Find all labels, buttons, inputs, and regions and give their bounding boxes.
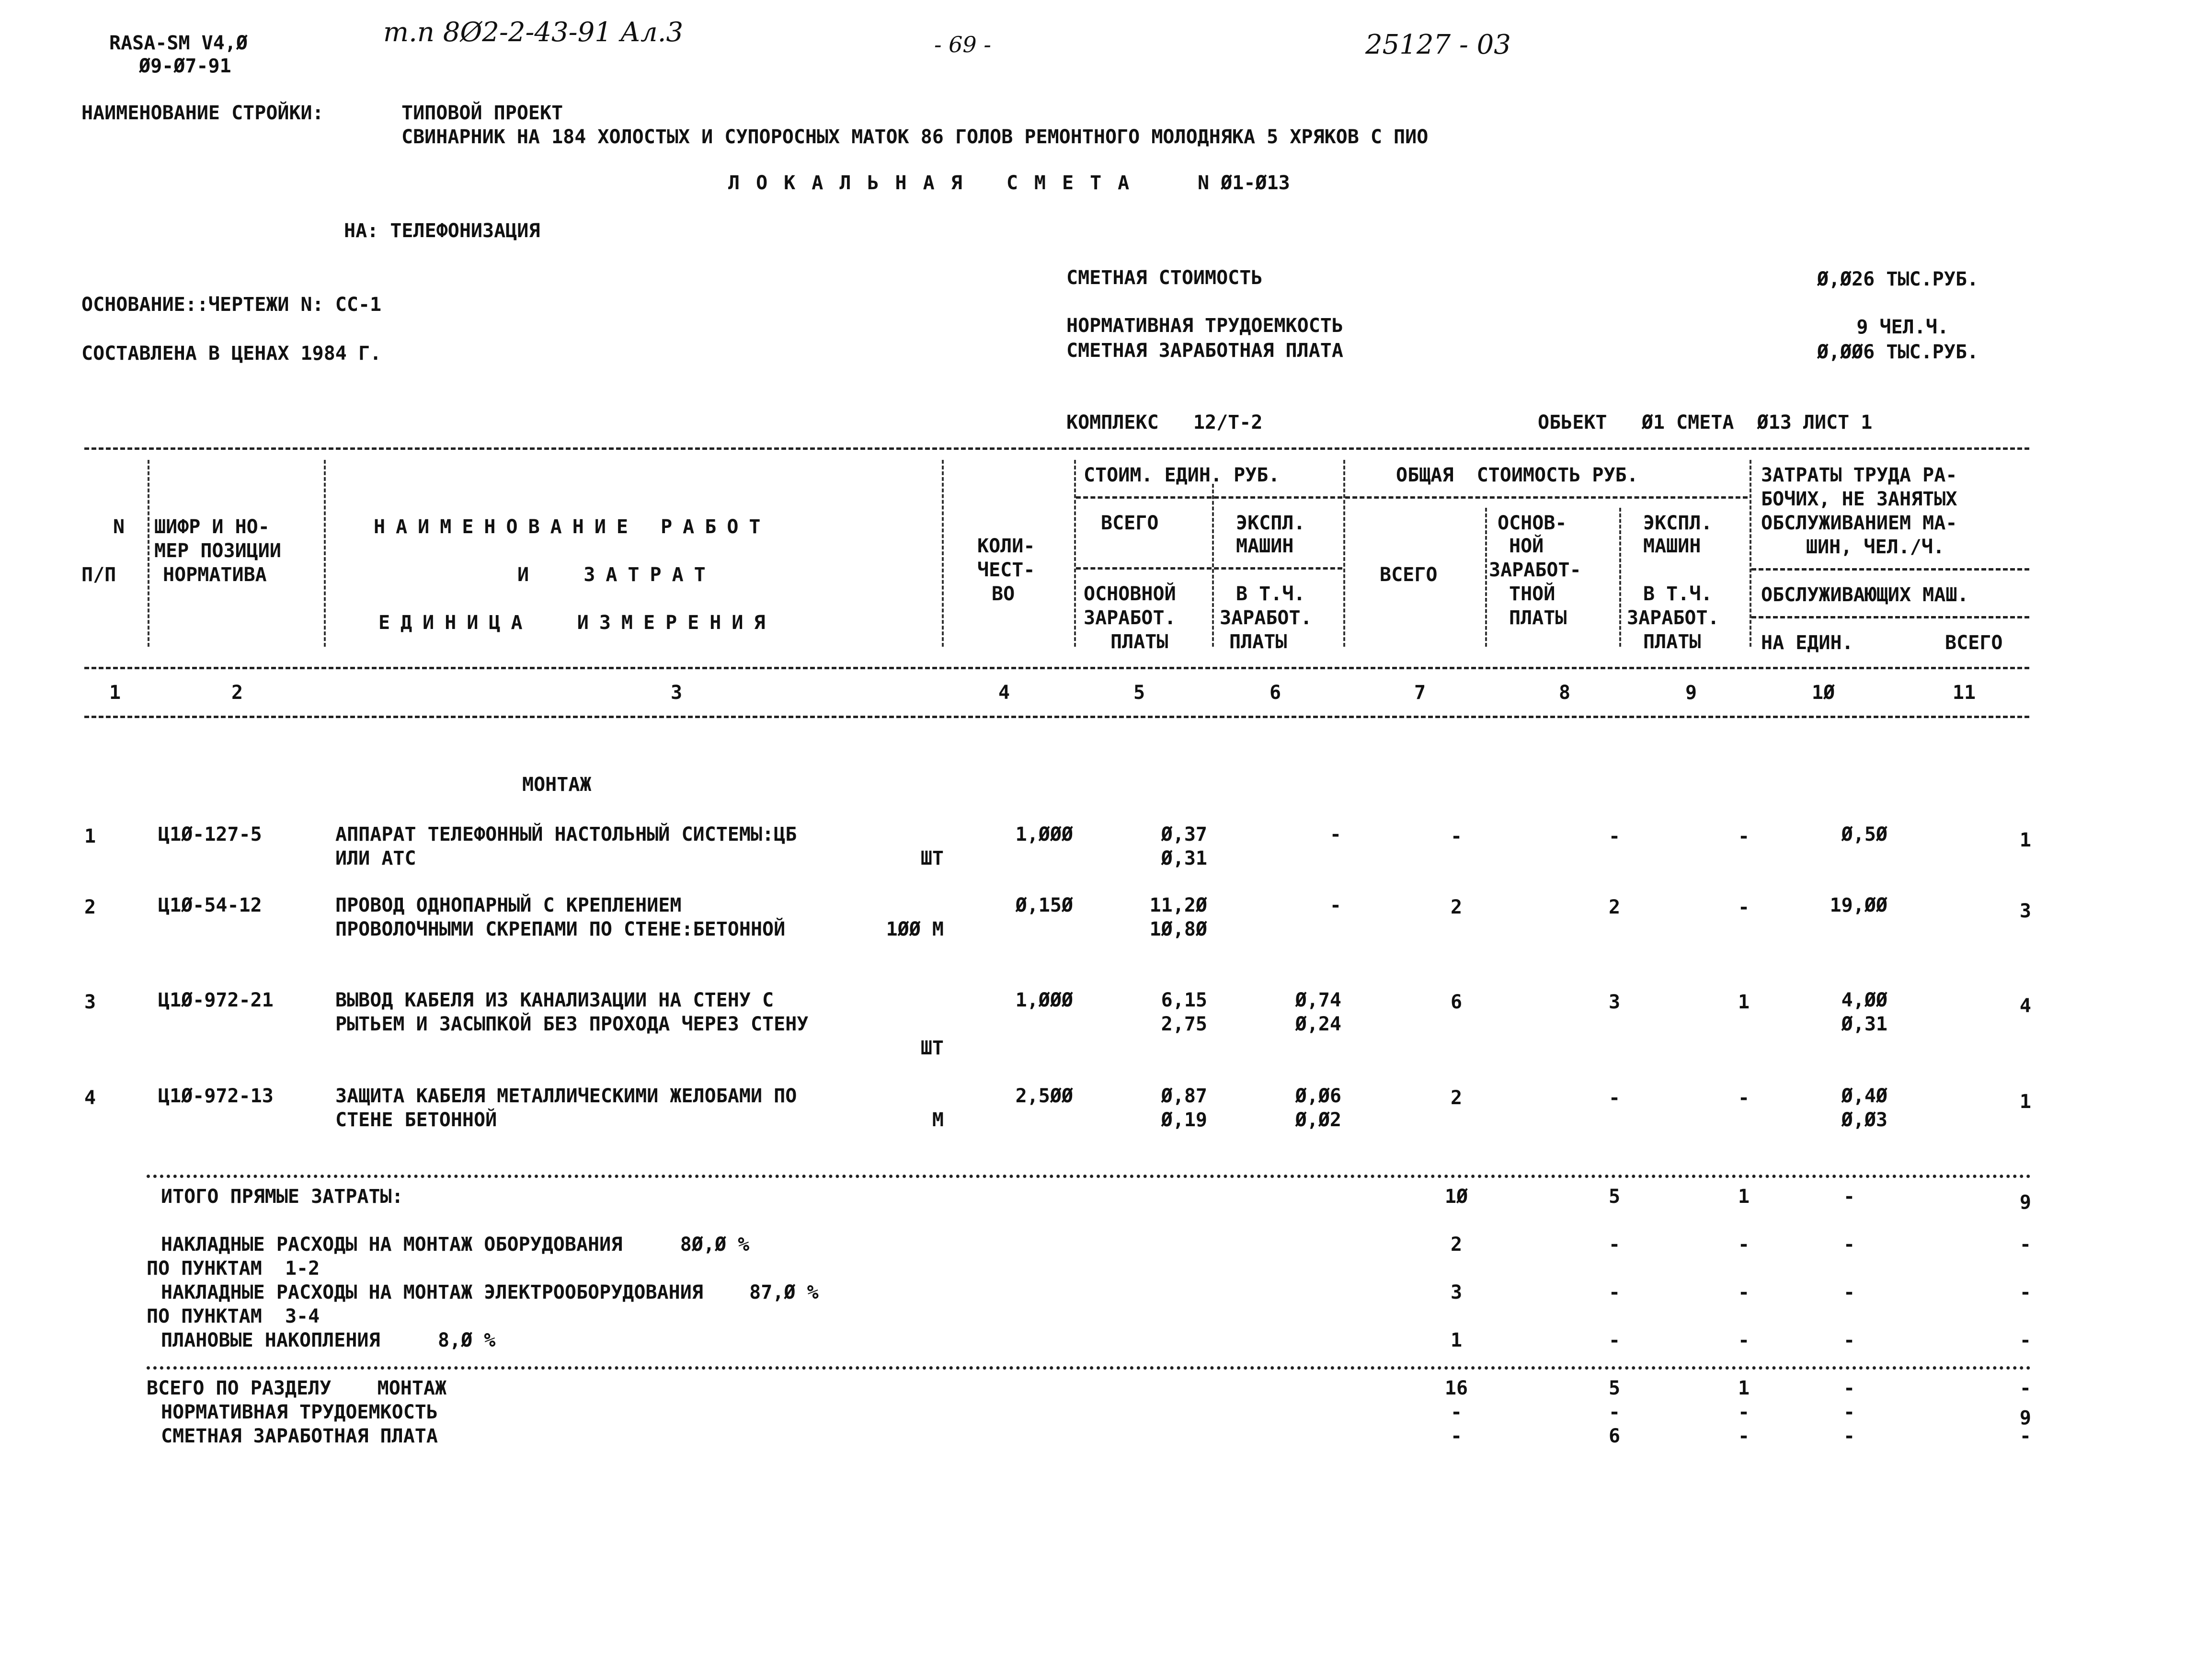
program-version: RASA-SM V4,Ø bbox=[109, 32, 248, 54]
totals-labor-unit: - bbox=[1843, 1377, 1855, 1399]
total-wage: - bbox=[1608, 1087, 1621, 1109]
norm-code: Ц1Ø-127-5 bbox=[158, 823, 262, 846]
totals-labor-unit: - bbox=[1843, 1329, 1855, 1351]
totals-labor-total: - bbox=[2019, 1281, 2031, 1303]
quantity: 2,5ØØ bbox=[1015, 1085, 1073, 1107]
totals-wage: - bbox=[1608, 1329, 1621, 1351]
h-col10: НА ЕДИН. bbox=[1761, 632, 1853, 654]
norm-code: Ц1Ø-972-13 bbox=[158, 1085, 274, 1107]
totals-dotted-rule-1 bbox=[147, 1175, 2031, 1178]
totals-machines: - bbox=[1738, 1281, 1750, 1303]
h-col3-b: И ЗАТРАТ bbox=[517, 564, 716, 586]
column-number-1: 1 bbox=[109, 682, 121, 704]
unit-cost-wage: 2,75 bbox=[1161, 1013, 1207, 1035]
totals-label: НАКЛАДНЫЕ РАСХОДЫ НА МОНТАЖ ЭЛЕКТРООБОРУДОВАНИЯ 87,Ø % bbox=[161, 1281, 819, 1303]
h-col7: ВСЕГО bbox=[1380, 564, 1438, 586]
totals-cost: 2 bbox=[1450, 1234, 1463, 1256]
totals-wage: 6 bbox=[1608, 1425, 1621, 1447]
h-labor-rule-1 bbox=[1751, 568, 2029, 571]
totals-label: ИТОГО ПРЯМЫЕ ЗАТРАТЫ: bbox=[161, 1186, 403, 1208]
row-number: 2 bbox=[84, 896, 96, 918]
norm-code: Ц1Ø-972-21 bbox=[158, 989, 274, 1011]
h-col8-c: ЗАРАБОТ- bbox=[1489, 559, 1581, 581]
header-bottom-rule bbox=[84, 716, 2029, 718]
price-level: СОСТАВЛЕНА В ЦЕНАХ 1984 Г. bbox=[81, 343, 382, 365]
h-unit-cost-rule bbox=[1076, 496, 1342, 499]
total-machines: - bbox=[1738, 1087, 1750, 1109]
unit-cost-machines-wage: Ø,Ø2 bbox=[1295, 1109, 1341, 1131]
labor-per-unit-machines: Ø,31 bbox=[1841, 1013, 1887, 1035]
norm-code: Ц1Ø-54-12 bbox=[158, 894, 262, 916]
totals-wage: - bbox=[1608, 1401, 1621, 1423]
row-number: 1 bbox=[84, 825, 96, 847]
h-labor-d: ШИН, ЧЕЛ./Ч. bbox=[1806, 536, 1944, 558]
labor-total: 1 bbox=[2019, 829, 2031, 851]
unit-of-measure: М bbox=[932, 1109, 944, 1131]
unit-cost-machines: - bbox=[1329, 823, 1341, 846]
totals-labor-total: - bbox=[2019, 1329, 2031, 1351]
header-top-rule bbox=[84, 447, 2029, 450]
h-col8-b: НОЙ bbox=[1509, 535, 1544, 557]
labor-per-unit: Ø,4Ø bbox=[1841, 1085, 1887, 1107]
column-number-4: 4 bbox=[998, 682, 1010, 704]
h-col2-c: НОРМАТИВА bbox=[163, 564, 267, 586]
unit-cost-total: Ø,87 bbox=[1161, 1085, 1207, 1107]
work-name-line2: ПРОВОЛОЧНЫМИ СКРЕПАМИ ПО СТЕНЕ:БЕТОННОЙ bbox=[335, 918, 786, 940]
labor-per-unit-machines: Ø,Ø3 bbox=[1841, 1109, 1887, 1131]
header-mid-rule bbox=[84, 667, 2029, 669]
quantity: Ø,15Ø bbox=[1015, 894, 1073, 916]
totals-labor-unit: - bbox=[1843, 1425, 1855, 1447]
handwritten-code: 25127 - 03 bbox=[1365, 29, 1511, 60]
h-col1-a: N bbox=[113, 516, 125, 538]
column-number-3: 3 bbox=[670, 682, 683, 704]
totals-label: НОРМАТИВНАЯ ТРУДОЕМКОСТЬ bbox=[161, 1401, 438, 1423]
work-name-line1: ПРОВОД ОДНОПАРНЫЙ С КРЕПЛЕНИЕМ bbox=[335, 894, 682, 916]
unit-cost-machines: Ø,Ø6 bbox=[1295, 1085, 1341, 1107]
cost-label: СМЕТНАЯ СТОИМОСТЬ bbox=[1066, 267, 1263, 289]
total-cost: 2 bbox=[1450, 1087, 1463, 1109]
col-divider-3 bbox=[942, 460, 944, 647]
h-col9-d: ЗАРАБОТ. bbox=[1627, 607, 1719, 629]
estimate-number: N Ø1-Ø13 bbox=[1198, 172, 1290, 194]
totals-wage: 5 bbox=[1608, 1377, 1621, 1399]
totals-label: НАКЛАДНЫЕ РАСХОДЫ НА МОНТАЖ ОБОРУДОВАНИЯ 8Ø,Ø % bbox=[161, 1234, 750, 1256]
unit-of-measure: ШТ bbox=[920, 847, 944, 869]
complex-code: КОМПЛЕКС 12/Т-2 bbox=[1066, 411, 1263, 434]
totals-machines: - bbox=[1738, 1425, 1750, 1447]
total-machines: - bbox=[1738, 896, 1750, 918]
totals-labor-total: 9 bbox=[2019, 1407, 2031, 1429]
h-col4-a: КОЛИ- bbox=[977, 535, 1035, 557]
totals-cost: 1Ø bbox=[1444, 1186, 1468, 1208]
h-col11: ВСЕГО bbox=[1945, 632, 2003, 654]
totals-labor-total: - bbox=[2019, 1377, 2031, 1399]
total-wage: 2 bbox=[1608, 896, 1621, 918]
h-col6-a: ЭКСПЛ. bbox=[1236, 512, 1305, 534]
h-labor-b: БОЧИХ, НЕ ЗАНЯТЫХ bbox=[1761, 488, 1957, 510]
labor-per-unit: 19,ØØ bbox=[1830, 894, 1887, 916]
h-col3-a: НАИМЕНОВАНИЕ РАБОТ bbox=[374, 516, 771, 538]
totals-machines: - bbox=[1738, 1329, 1750, 1351]
unit-cost-wage: Ø,31 bbox=[1161, 847, 1207, 869]
totals-sublabel: ПО ПУНКТАМ 3-4 bbox=[147, 1305, 320, 1327]
h-col8-a: ОСНОВ- bbox=[1498, 512, 1567, 534]
row-number: 4 bbox=[84, 1087, 96, 1109]
h-unit-sub-rule bbox=[1076, 567, 1342, 570]
totals-label: ВСЕГО ПО РАЗДЕЛУ МОНТАЖ bbox=[147, 1377, 447, 1399]
page-number: - 69 - bbox=[934, 32, 991, 57]
totals-sublabel: ПО ПУНКТАМ 1-2 bbox=[147, 1257, 320, 1280]
unit-cost-total: 6,15 bbox=[1161, 989, 1207, 1011]
work-name-line1: АППАРАТ ТЕЛЕФОННЫЙ НАСТОЛЬНЫЙ СИСТЕМЫ:ЦБ bbox=[335, 823, 797, 846]
labor-total: 3 bbox=[2019, 900, 2031, 922]
h-col5-d: ПЛАТЫ bbox=[1110, 631, 1168, 653]
col-divider-9 bbox=[1750, 460, 1751, 647]
totals-cost: - bbox=[1450, 1425, 1463, 1447]
h-col6-e: ПЛАТЫ bbox=[1229, 631, 1287, 653]
column-number-6: 6 bbox=[1269, 682, 1281, 704]
totals-cost: 1 bbox=[1450, 1329, 1463, 1351]
totals-labor-total: 9 bbox=[2019, 1191, 2031, 1213]
totals-cost: 16 bbox=[1444, 1377, 1468, 1399]
unit-cost-total: Ø,37 bbox=[1161, 823, 1207, 846]
cost-value: Ø,Ø26 ТЫС.РУБ. bbox=[1817, 268, 1979, 290]
col-divider-7 bbox=[1485, 508, 1487, 647]
h-labor-e: ОБСЛУЖИВАЮЩИХ МАШ. bbox=[1761, 584, 1969, 606]
section-title: МОНТАЖ bbox=[522, 774, 592, 796]
totals-label: ПЛАНОВЫЕ НАКОПЛЕНИЯ 8,Ø % bbox=[161, 1329, 496, 1351]
col-divider-6 bbox=[1343, 460, 1345, 647]
work-name-line1: ВЫВОД КАБЕЛЯ ИЗ КАНАЛИЗАЦИИ НА СТЕНУ С bbox=[335, 989, 774, 1011]
h-col9-b: МАШИН bbox=[1643, 535, 1701, 557]
totals-labor-unit: - bbox=[1843, 1281, 1855, 1303]
unit-cost-wage: Ø,19 bbox=[1161, 1109, 1207, 1131]
unit-cost-machines-wage: Ø,24 bbox=[1295, 1013, 1341, 1035]
totals-labor-unit: - bbox=[1843, 1234, 1855, 1256]
column-number-11: 11 bbox=[1952, 682, 1976, 704]
col-divider-4 bbox=[1074, 460, 1076, 647]
object-sheet: ОБЬЕКТ Ø1 СМЕТА Ø13 ЛИСТ 1 bbox=[1538, 411, 1873, 434]
unit-cost-machines: Ø,74 bbox=[1295, 989, 1341, 1011]
total-wage: 3 bbox=[1608, 991, 1621, 1013]
h-col2-b: МЕР ПОЗИЦИИ bbox=[154, 540, 281, 562]
unit-cost-total: 11,2Ø bbox=[1149, 894, 1207, 916]
col-divider-1 bbox=[148, 460, 149, 647]
totals-machines: 1 bbox=[1738, 1186, 1750, 1208]
h-col3-c: ЕДИНИЦА ИЗМЕРЕНИЯ bbox=[378, 612, 776, 634]
col-divider-5 bbox=[1212, 484, 1214, 647]
h-col6-b: МАШИН bbox=[1236, 535, 1294, 557]
h-col8-d: ТНОЙ bbox=[1509, 583, 1556, 605]
h-col4-b: ЧЕСТ- bbox=[977, 559, 1035, 581]
column-number-10: 1Ø bbox=[1811, 682, 1835, 704]
totals-cost: - bbox=[1450, 1401, 1463, 1423]
h-unit-cost: СТОИМ. ЕДИН. РУБ. bbox=[1084, 464, 1280, 486]
work-name-line2: РЫТЬЕМ И ЗАСЫПКОЙ БЕЗ ПРОХОДА ЧЕРЕЗ СТЕНУ bbox=[335, 1013, 809, 1035]
column-number-7: 7 bbox=[1414, 682, 1426, 704]
h-col9-c: В Т.Ч. bbox=[1643, 583, 1713, 605]
row-number: 3 bbox=[84, 991, 96, 1013]
totals-labor-unit: - bbox=[1843, 1401, 1855, 1423]
total-cost: 2 bbox=[1450, 896, 1463, 918]
h-col1-b: П/П bbox=[81, 564, 116, 586]
totals-machines: - bbox=[1738, 1401, 1750, 1423]
labor-label: НОРМАТИВНАЯ ТРУДОЕМКОСТЬ bbox=[1066, 315, 1343, 337]
project-description: СВИНАРНИК НА 184 ХОЛОСТЫХ И СУПОРОСНЫХ МАТОК 86 ГОЛОВ РЕМОНТНОГО МОЛОДНЯКА 5 ХРЯКОВ С ПИО bbox=[401, 126, 1429, 148]
labor-total: 1 bbox=[2019, 1091, 2031, 1113]
h-labor-rule-2 bbox=[1751, 616, 2029, 618]
h-labor-c: ОБСЛУЖИВАНИЕМ МА- bbox=[1761, 512, 1957, 534]
totals-label: СМЕТНАЯ ЗАРАБОТНАЯ ПЛАТА bbox=[161, 1425, 438, 1447]
quantity: 1,ØØØ bbox=[1015, 989, 1073, 1011]
work-name-line2: СТЕНЕ БЕТОННОЙ bbox=[335, 1109, 497, 1131]
h-col6-d: ЗАРАБОТ. bbox=[1220, 607, 1312, 629]
h-labor-a: ЗАТРАТЫ ТРУДА РА- bbox=[1761, 464, 1957, 486]
totals-wage: 5 bbox=[1608, 1186, 1621, 1208]
col-divider-8 bbox=[1619, 508, 1621, 647]
total-cost: - bbox=[1450, 825, 1463, 847]
totals-labor-total: - bbox=[2019, 1425, 2031, 1447]
handwritten-doc-ref: т.п 8Ø2-2-43-91 Ал.3 bbox=[383, 17, 684, 48]
labor-total: 4 bbox=[2019, 995, 2031, 1017]
project-label: НАИМЕНОВАНИЕ СТРОЙКИ: bbox=[81, 102, 324, 124]
h-col5-a: ВСЕГО bbox=[1101, 512, 1159, 534]
totals-machines: 1 bbox=[1738, 1377, 1750, 1399]
column-number-9: 9 bbox=[1685, 682, 1697, 704]
unit-of-measure: ШТ bbox=[920, 1037, 944, 1059]
unit-cost-wage: 1Ø,8Ø bbox=[1149, 918, 1207, 940]
quantity: 1,ØØØ bbox=[1015, 823, 1073, 846]
project-name: ТИПОВОЙ ПРОЕКТ bbox=[401, 102, 563, 124]
h-col5-b: ОСНОВНОЙ bbox=[1084, 583, 1176, 605]
labor-per-unit: 4,ØØ bbox=[1841, 989, 1887, 1011]
column-number-8: 8 bbox=[1558, 682, 1571, 704]
h-col4-c: ВО bbox=[992, 583, 1015, 605]
totals-labor-unit: - bbox=[1843, 1186, 1855, 1208]
print-date: Ø9-Ø7-91 bbox=[139, 55, 231, 77]
totals-wage: - bbox=[1608, 1234, 1621, 1256]
col-divider-2 bbox=[324, 460, 326, 647]
h-col2-a: ШИФР И НО- bbox=[154, 516, 270, 538]
work-name-line1: ЗАЩИТА КАБЕЛЯ МЕТАЛЛИЧЕСКИМИ ЖЕЛОБАМИ ПО bbox=[335, 1085, 797, 1107]
unit-cost-machines: - bbox=[1329, 894, 1341, 916]
labor-value: 9 ЧЕЛ.Ч. bbox=[1856, 316, 1949, 338]
h-col9-a: ЭКСПЛ. bbox=[1643, 512, 1713, 534]
work-name-line2: ИЛИ АТС bbox=[335, 847, 416, 869]
total-cost: 6 bbox=[1450, 991, 1463, 1013]
totals-dotted-rule-2 bbox=[147, 1366, 2031, 1370]
totals-wage: - bbox=[1608, 1281, 1621, 1303]
column-number-5: 5 bbox=[1133, 682, 1145, 704]
basis: ОСНОВАНИЕ::ЧЕРТЕЖИ N: СС-1 bbox=[81, 294, 382, 316]
total-machines: - bbox=[1738, 825, 1750, 847]
h-col8-e: ПЛАТЫ bbox=[1509, 607, 1567, 629]
column-number-2: 2 bbox=[231, 682, 243, 704]
wage-label: СМЕТНАЯ ЗАРАБОТНАЯ ПЛАТА bbox=[1066, 340, 1343, 362]
estimate-title: ЛОКАЛЬНАЯ СМЕТА bbox=[728, 172, 1146, 194]
totals-cost: 3 bbox=[1450, 1281, 1463, 1303]
h-total-cost-rule bbox=[1345, 496, 1748, 499]
unit-of-measure: 1ØØ М bbox=[886, 918, 944, 940]
labor-per-unit: Ø,5Ø bbox=[1841, 823, 1887, 846]
h-total-cost: ОБЩАЯ СТОИМОСТЬ РУБ. bbox=[1396, 464, 1638, 486]
total-wage: - bbox=[1608, 825, 1621, 847]
h-col6-c: В Т.Ч. bbox=[1236, 583, 1305, 605]
estimate-for: НА: ТЕЛЕФОНИЗАЦИЯ bbox=[344, 220, 540, 242]
h-col9-e: ПЛАТЫ bbox=[1643, 631, 1701, 653]
wage-value: Ø,ØØ6 ТЫС.РУБ. bbox=[1817, 341, 1979, 363]
totals-labor-total: - bbox=[2019, 1234, 2031, 1256]
total-machines: 1 bbox=[1738, 991, 1750, 1013]
totals-machines: - bbox=[1738, 1234, 1750, 1256]
h-col5-c: ЗАРАБОТ. bbox=[1084, 607, 1176, 629]
